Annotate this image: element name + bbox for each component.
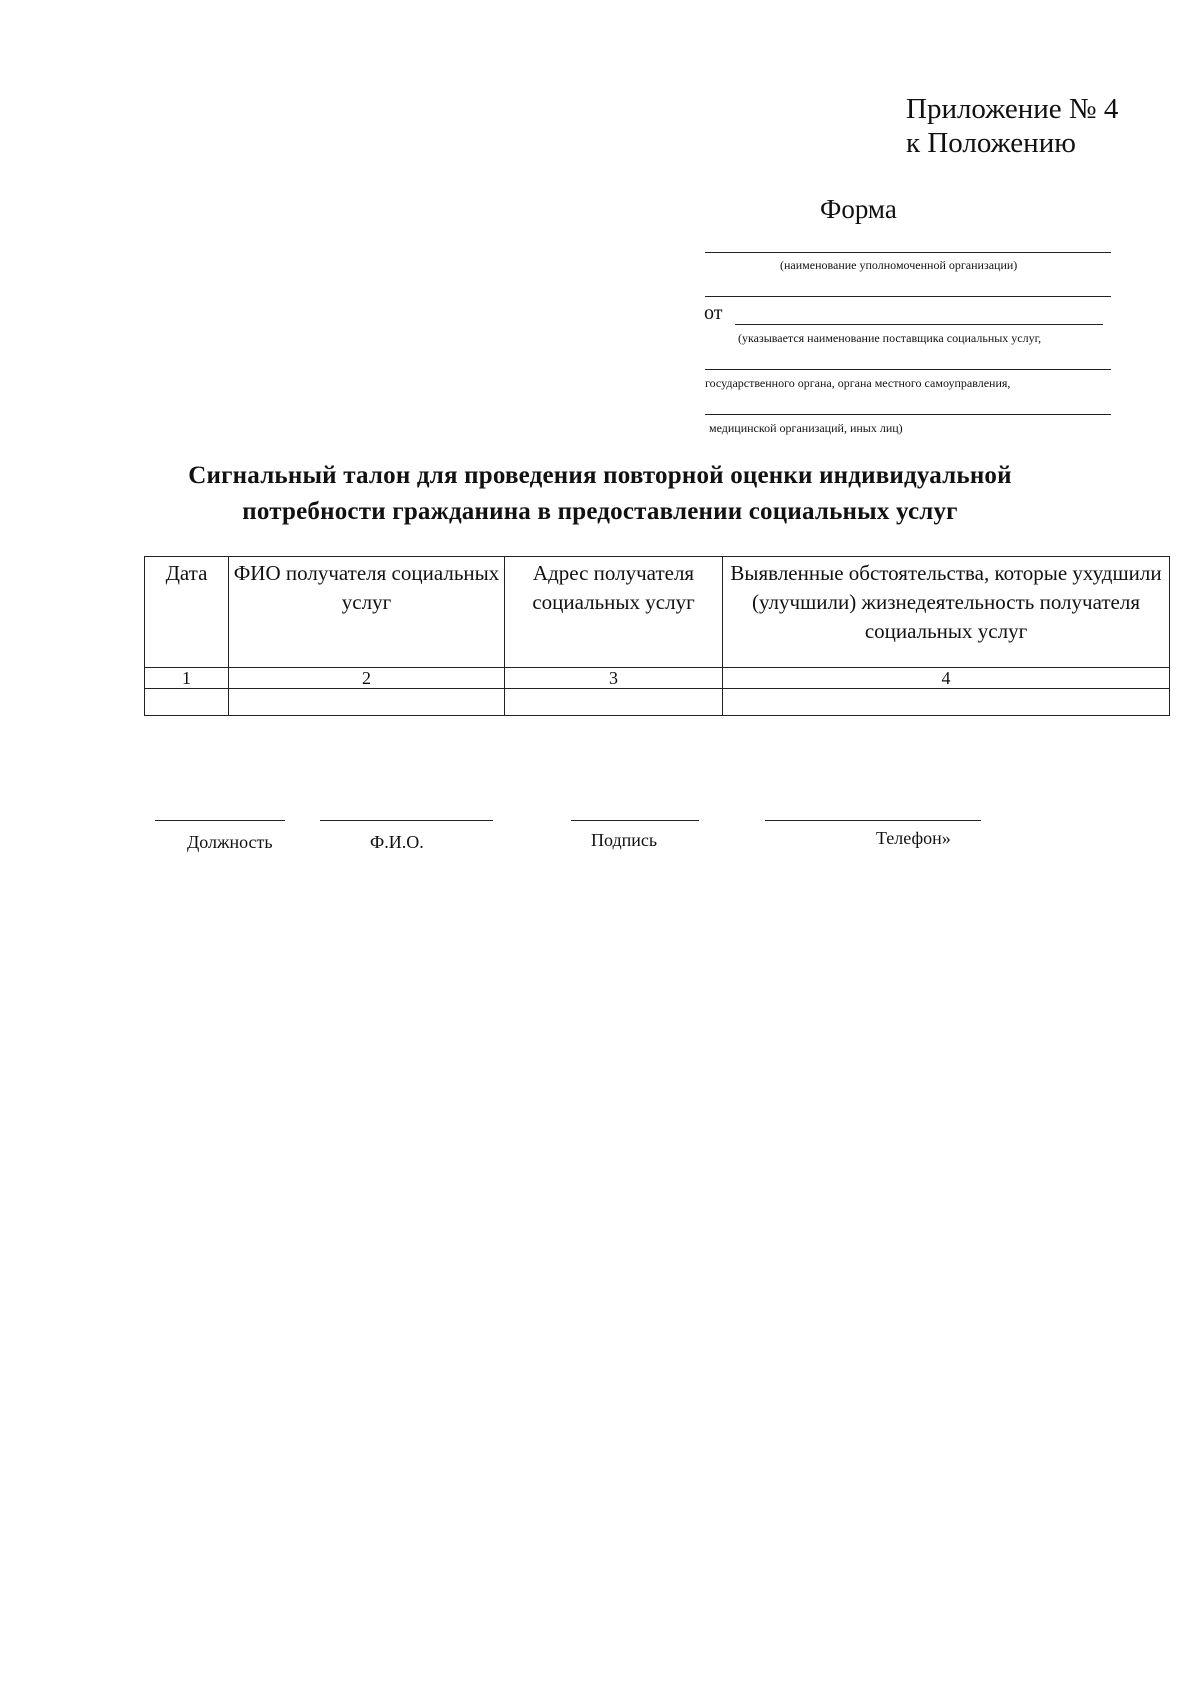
gov-line[interactable] bbox=[705, 369, 1111, 370]
position-label: Должность bbox=[187, 832, 273, 852]
cell-circumstances[interactable] bbox=[723, 689, 1170, 716]
title-line-1: Сигнальный талон для проведения повторной оценки индивидуальной bbox=[188, 462, 1012, 489]
header-recipient-name: ФИО получателя социальных услуг bbox=[229, 557, 505, 668]
provider-caption: (указывается наименование поставщика социальных услуг, bbox=[738, 331, 1042, 345]
signature-line[interactable] bbox=[571, 820, 699, 821]
appendix-reference: к Положению bbox=[906, 127, 1076, 159]
signature-label: Подпись bbox=[591, 830, 658, 850]
phone-line[interactable] bbox=[765, 820, 981, 821]
column-number-4: 4 bbox=[723, 668, 1170, 689]
org-name-line-2[interactable] bbox=[705, 296, 1111, 297]
name-line[interactable] bbox=[320, 820, 493, 821]
cell-recipient-address[interactable] bbox=[505, 689, 723, 716]
column-number-2: 2 bbox=[229, 668, 505, 689]
table-row bbox=[145, 689, 1170, 716]
appendix-note bbox=[906, 92, 1118, 160]
medical-line[interactable] bbox=[705, 414, 1111, 415]
column-number-3: 3 bbox=[505, 668, 723, 689]
medical-caption: медицинской организаций, иных лиц) bbox=[709, 421, 903, 435]
header-recipient-address: Адрес получателя социальных услуг bbox=[505, 557, 723, 668]
name-label: Ф.И.О. bbox=[370, 832, 424, 852]
from-label: от bbox=[704, 302, 723, 324]
column-number-1: 1 bbox=[145, 668, 229, 689]
cell-recipient-name[interactable] bbox=[229, 689, 505, 716]
header-circumstances: Выявленные обстоятельства, которые ухудшили (улучшили) жизнедеятельность получателя социальных услуг bbox=[723, 557, 1170, 668]
document-title bbox=[140, 458, 1060, 530]
table-header-row bbox=[145, 557, 1170, 668]
position-line[interactable] bbox=[155, 820, 285, 821]
header-date: Дата bbox=[145, 557, 229, 668]
provider-line[interactable] bbox=[735, 324, 1103, 325]
cell-date[interactable] bbox=[145, 689, 229, 716]
appendix-number: Приложение № 4 bbox=[906, 93, 1119, 125]
form-label: Форма bbox=[820, 194, 897, 224]
phone-label: Телефон» bbox=[876, 828, 951, 848]
title-line-2: потребности гражданина в предоставлении социальных услуг bbox=[242, 498, 958, 525]
org-name-caption: (наименование уполномоченной организации) bbox=[780, 258, 1018, 272]
org-name-line[interactable] bbox=[705, 252, 1111, 253]
gov-caption: государственного органа, органа местного самоуправления, bbox=[705, 376, 1011, 390]
signal-coupon-table bbox=[144, 556, 1170, 716]
table-number-row bbox=[145, 668, 1170, 689]
